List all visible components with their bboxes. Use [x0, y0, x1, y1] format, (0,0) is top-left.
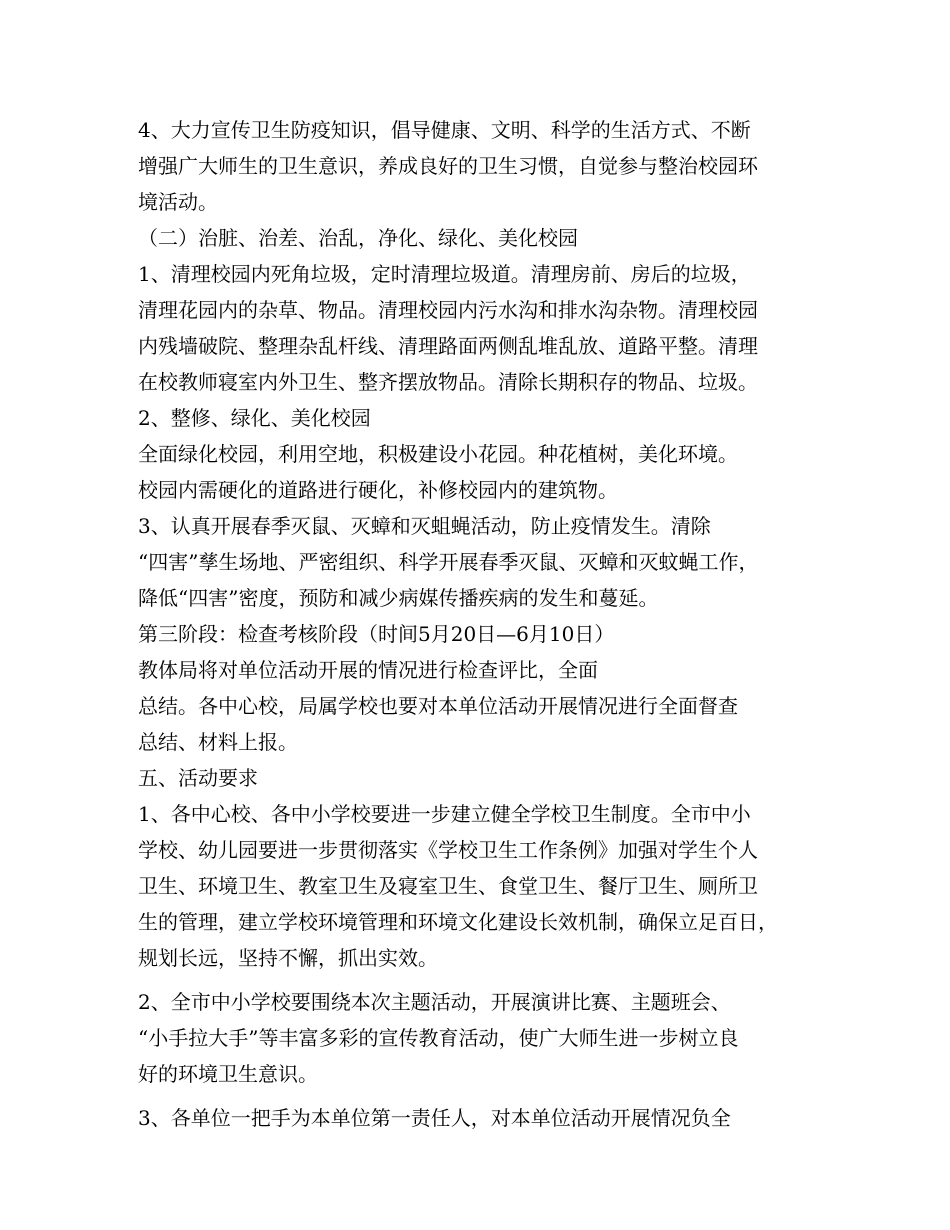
text-line: 在校教师寝室内外卫生、整齐摆放物品。清除长期积存的物品、垃圾。: [138, 370, 758, 394]
text-line: 规划长远，坚持不懈，抓出实效。: [138, 946, 438, 970]
text-line: 增强广大师生的卫生意识，养成良好的卫生习惯，自觉参与整治校园环: [138, 154, 758, 178]
section-heading: （二）治脏、治差、治乱，净化、绿化、美化校园: [138, 226, 578, 250]
text-line: 2、整修、绿化、美化校园: [138, 406, 371, 430]
text-line: 好的环境卫生意识。: [138, 1062, 318, 1086]
text-line: 全面绿化校园，利用空地，积极建设小花园。种花植树，美化环境。: [138, 442, 738, 466]
section-heading: 五、活动要求: [138, 766, 258, 790]
text-line: 4、大力宣传卫生防疫知识，倡导健康、文明、科学的生活方式、不断: [138, 118, 751, 142]
text-line: 总结。各中心校，局属学校也要对本单位活动开展情况进行全面督查: [138, 694, 738, 718]
text-line: 学校、幼儿园要进一步贯彻落实《学校卫生工作条例》加强对学生个人: [138, 838, 758, 862]
text-line: 清理花园内的杂草、物品。清理校园内污水沟和排水沟杂物。清理校园: [138, 298, 758, 322]
section-heading: 第三阶段：检查考核阶段（时间5月20日—6月10日）: [138, 622, 615, 646]
text-line: “小手拉大手”等丰富多彩的宣传教育活动，使广大师生进一步树立良: [138, 1026, 739, 1050]
text-line: 卫生、环境卫生、教室卫生及寝室卫生、食堂卫生、餐厅卫生、厕所卫: [138, 874, 758, 898]
text-line: “四害”孳生场地、严密组织、科学开展春季灭鼠、灭蟑和灭蚊蝇工作，: [138, 550, 759, 574]
text-line: 3、各单位一把手为本单位第一责任人，对本单位活动开展情况负全: [138, 1106, 731, 1130]
text-line: 总结、材料上报。: [138, 730, 298, 754]
text-line: 1、清理校园内死角垃圾，定时清理垃圾道。清理房前、房后的垃圾，: [138, 262, 751, 286]
text-line: 境活动。: [138, 190, 218, 214]
text-line: 校园内需硬化的道路进行硬化，补修校园内的建筑物。: [138, 478, 618, 502]
text-line: 教体局将对单位活动开展的情况进行检查评比，全面: [138, 658, 598, 682]
text-line: 3、认真开展春季灭鼠、灭蟑和灭蛆蝇活动，防止疫情发生。清除: [138, 514, 711, 538]
text-line: 生的管理，建立学校环境管理和环境文化建设长效机制，确保立足百日，: [138, 910, 778, 934]
text-line: 内残墙破院、整理杂乱杆线、清理路面两侧乱堆乱放、道路平整。清理: [138, 334, 758, 358]
text-line: 1、各中心校、各中小学校要进一步建立健全学校卫生制度。全市中小: [138, 802, 751, 826]
text-line: 降低“四害”密度，预防和减少病媒传播疾病的发生和蔓延。: [138, 586, 659, 610]
text-line: 2、全市中小学校要围绕本次主题活动，开展演讲比赛、主题班会、: [138, 990, 731, 1014]
